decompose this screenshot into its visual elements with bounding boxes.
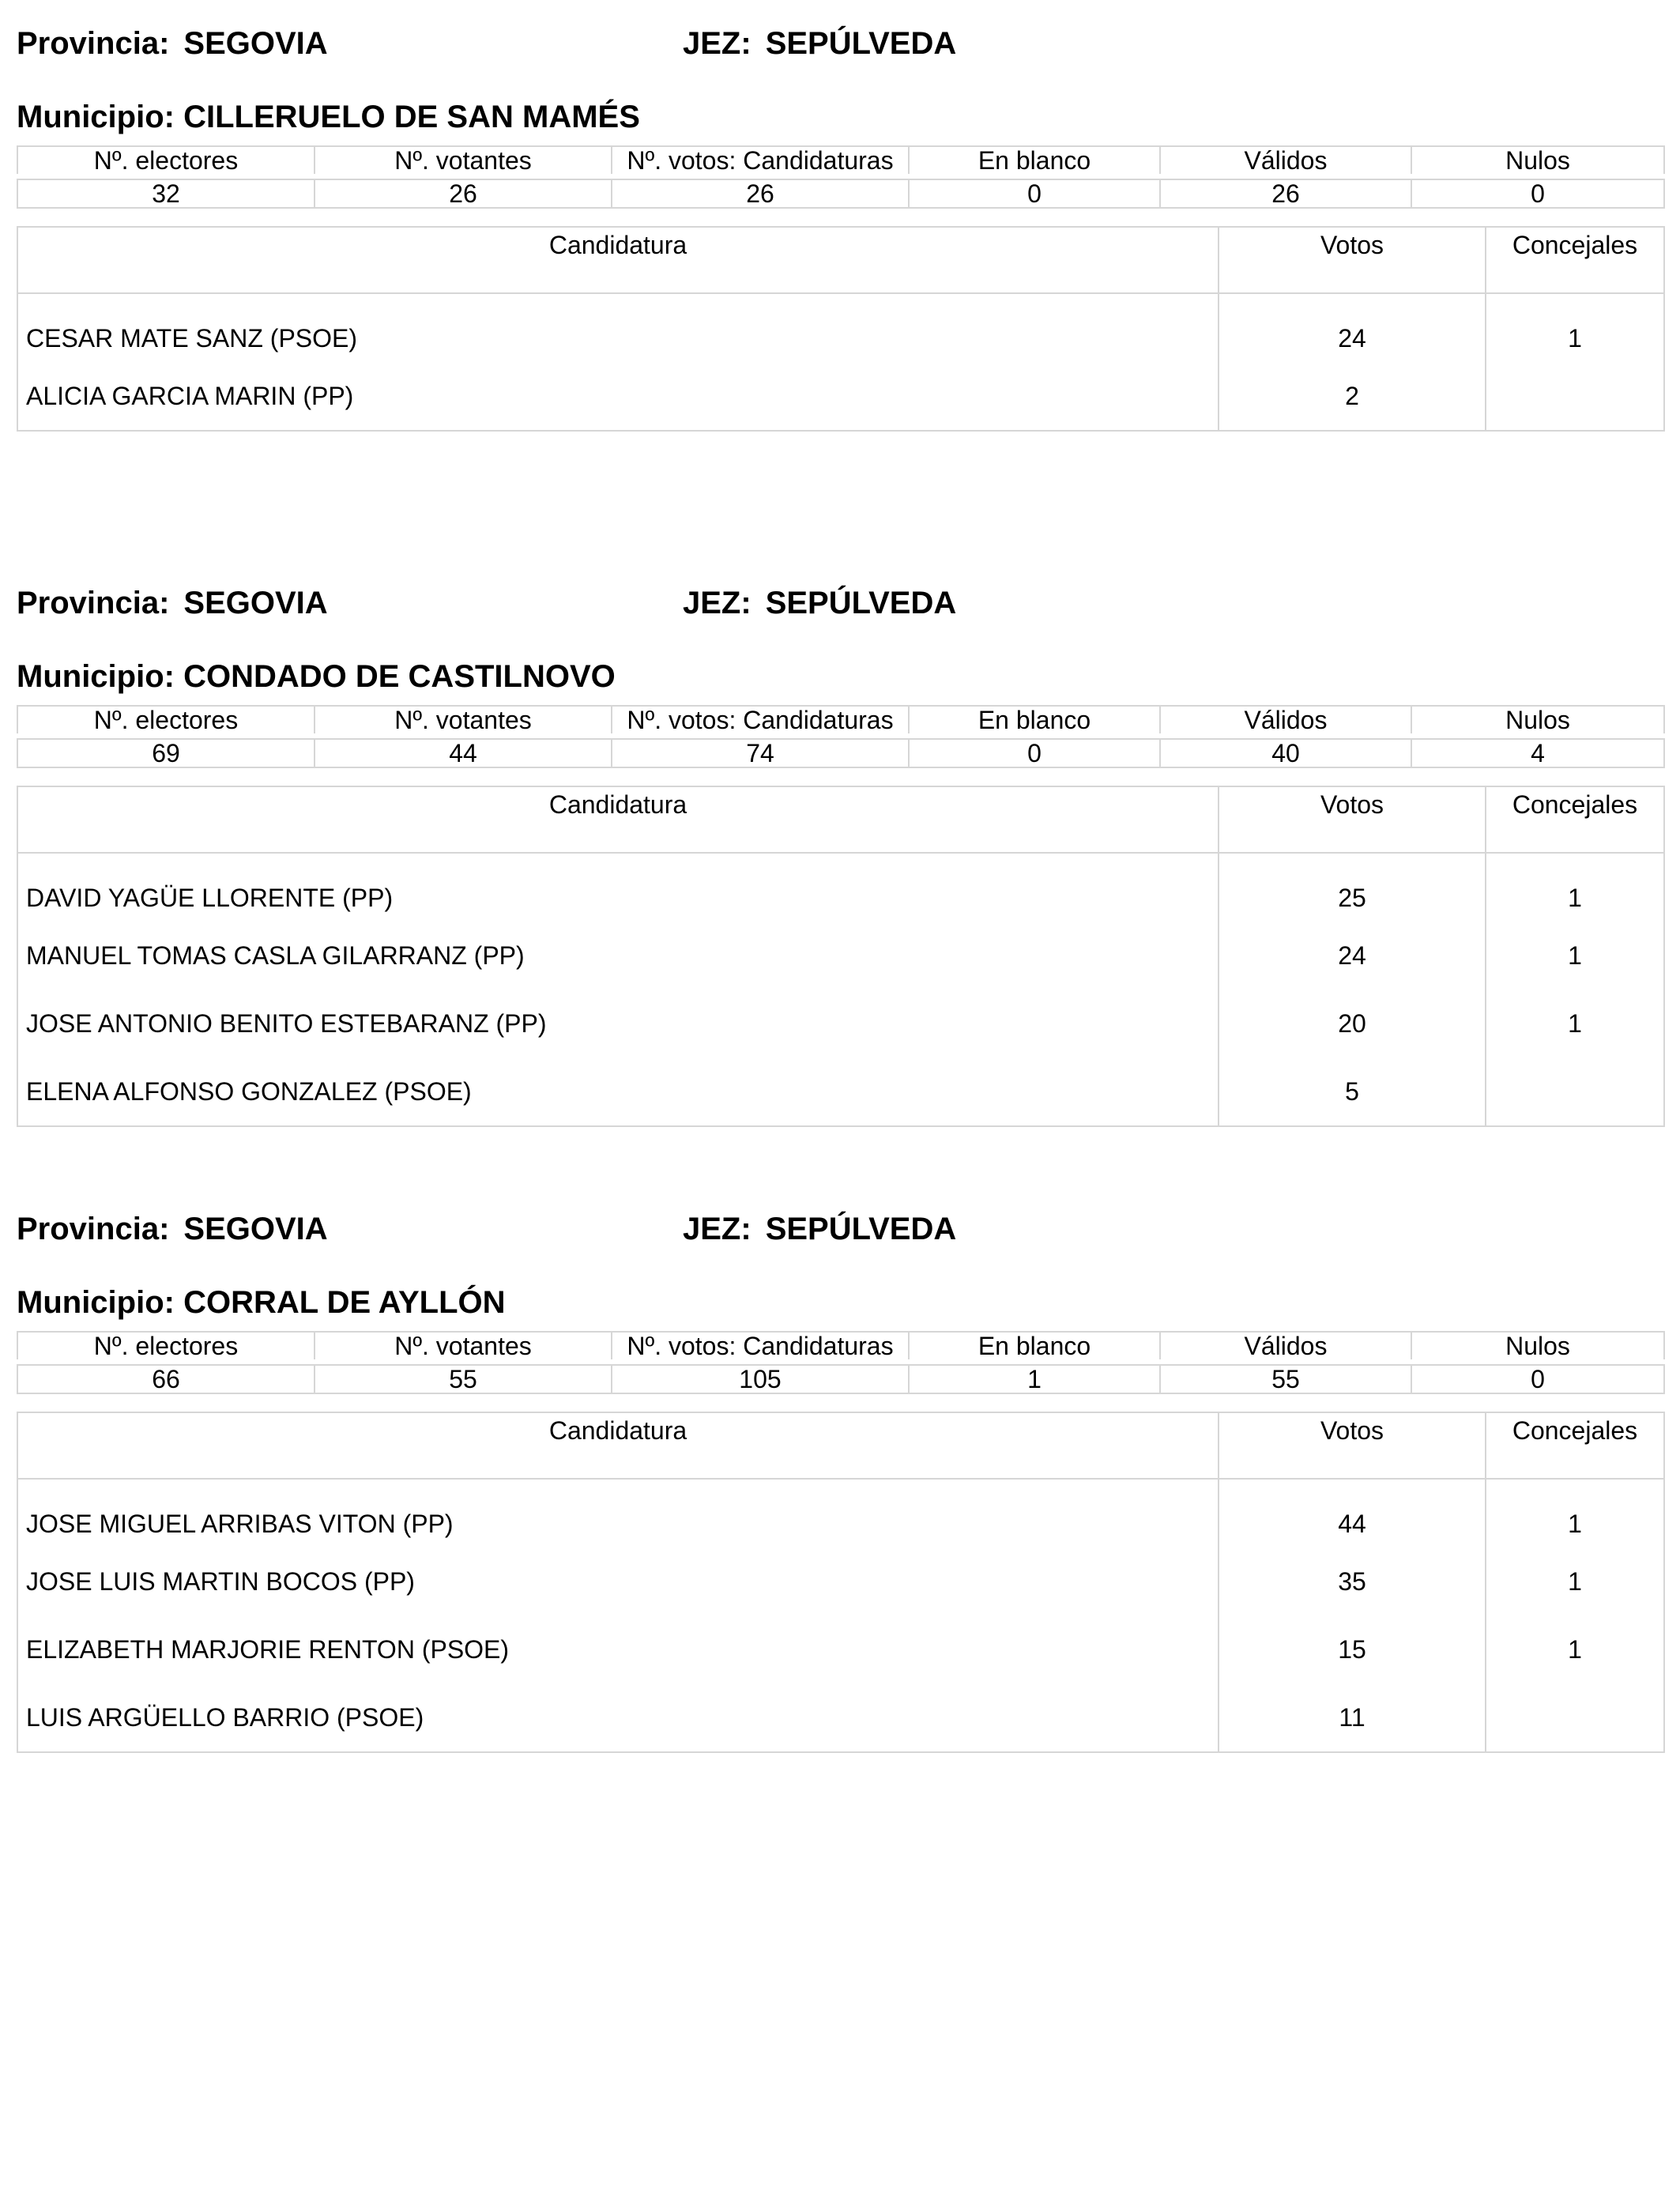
stats-header-row: [17, 1332, 1664, 1359]
jez-header: [683, 25, 956, 62]
candidate-name: JOSE MIGUEL ARRIBAS VITON (PP): [17, 1479, 1219, 1547]
stats-header-en-blanco: En blanco: [909, 706, 1160, 733]
stats-header-votantes: Nº. votantes: [315, 1332, 612, 1359]
candidate-votos: 24: [1219, 293, 1486, 362]
header-concejales: Concejales: [1486, 1412, 1664, 1479]
stats-validos: 26: [1160, 179, 1411, 208]
table-row: [17, 922, 1664, 990]
stats-table: [17, 1331, 1665, 1394]
stats-en-blanco: 1: [909, 1365, 1160, 1393]
candidate-votos: 25: [1219, 853, 1486, 922]
provincia-value: SEGOVIA: [183, 26, 328, 61]
stats-header-en-blanco: En blanco: [909, 1332, 1160, 1359]
candidate-concejales: 1: [1486, 1615, 1664, 1683]
jez-header: [683, 585, 956, 621]
stats-header-nulos: Nulos: [1411, 146, 1664, 174]
stats-value-row: [17, 179, 1664, 208]
provincia-value: SEGOVIA: [183, 1212, 328, 1246]
stats-header-validos: Válidos: [1160, 706, 1411, 733]
stats-value-row: [17, 1365, 1664, 1393]
stats-votos-candidaturas: 105: [612, 1365, 909, 1393]
stats-en-blanco: 0: [909, 179, 1160, 208]
stats-votantes: 26: [315, 179, 612, 208]
table-row: [17, 1683, 1664, 1752]
stats-nulos: 0: [1411, 179, 1664, 208]
candidates-table: [17, 1412, 1665, 1753]
stats-header-votos-candidaturas: Nº. votos: Candidaturas: [612, 146, 909, 174]
jez-value: SEPÚLVEDA: [765, 586, 957, 620]
candidates-table: [17, 226, 1665, 432]
stats-votantes: 44: [315, 739, 612, 767]
candidate-concejales: 1: [1486, 853, 1664, 922]
stats-spacer: [17, 1359, 1664, 1365]
stats-en-blanco: 0: [909, 739, 1160, 767]
stats-header-votos-candidaturas: Nº. votos: Candidaturas: [612, 1332, 909, 1359]
jez-label: JEZ:: [683, 586, 751, 620]
municipio-header: [17, 658, 616, 695]
stats-electores: 66: [17, 1365, 315, 1393]
stats-nulos: 0: [1411, 1365, 1664, 1393]
candidate-votos: 5: [1219, 1057, 1486, 1126]
municipio-header: [17, 99, 640, 135]
municipio-value: CORRAL DE AYLLÓN: [183, 1285, 506, 1320]
stats-header-votos-candidaturas: Nº. votos: Candidaturas: [612, 706, 909, 733]
candidate-votos: 24: [1219, 922, 1486, 990]
table-row: [17, 1479, 1664, 1547]
stats-header-votantes: Nº. votantes: [315, 706, 612, 733]
municipio-label: Municipio:: [17, 1285, 175, 1320]
jez-value: SEPÚLVEDA: [765, 1212, 957, 1246]
provincia-value: SEGOVIA: [183, 586, 328, 620]
stats-electores: 32: [17, 179, 315, 208]
candidate-name: MANUEL TOMAS CASLA GILARRANZ (PP): [17, 922, 1219, 990]
stats-votos-candidaturas: 74: [612, 739, 909, 767]
header-concejales: Concejales: [1486, 786, 1664, 853]
provincia-label: Provincia:: [17, 1212, 170, 1246]
stats-header-electores: Nº. electores: [17, 1332, 315, 1359]
header-votos: Votos: [1219, 227, 1486, 293]
stats-validos: 55: [1160, 1365, 1411, 1393]
candidate-name: CESAR MATE SANZ (PSOE): [17, 293, 1219, 362]
stats-electores: 69: [17, 739, 315, 767]
candidate-votos: 35: [1219, 1547, 1486, 1615]
candidate-concejales: 1: [1486, 1547, 1664, 1615]
header-candidatura: Candidatura: [17, 1412, 1219, 1479]
candidates-table: [17, 786, 1665, 1127]
candidate-name: ELIZABETH MARJORIE RENTON (PSOE): [17, 1615, 1219, 1683]
candidate-concejales: [1486, 362, 1664, 431]
stats-value-row: [17, 739, 1664, 767]
candidates-header-row: [17, 786, 1664, 853]
stats-header-votantes: Nº. votantes: [315, 146, 612, 174]
candidate-concejales: [1486, 1683, 1664, 1752]
provincia-header: [17, 1211, 328, 1247]
stats-votos-candidaturas: 26: [612, 179, 909, 208]
table-row: [17, 853, 1664, 922]
jez-label: JEZ:: [683, 1212, 751, 1246]
municipio-value: CILLERUELO DE SAN MAMÉS: [183, 100, 640, 134]
municipio-header: [17, 1284, 506, 1321]
municipio-label: Municipio:: [17, 100, 175, 134]
stats-header-row: [17, 706, 1664, 733]
table-row: [17, 990, 1664, 1057]
municipio-value: CONDADO DE CASTILNOVO: [183, 659, 616, 694]
stats-table: [17, 705, 1665, 768]
candidate-concejales: 1: [1486, 990, 1664, 1057]
candidates-header-row: [17, 1412, 1664, 1479]
candidate-votos: 11: [1219, 1683, 1486, 1752]
stats-spacer: [17, 174, 1664, 179]
stats-header-nulos: Nulos: [1411, 1332, 1664, 1359]
header-votos: Votos: [1219, 1412, 1486, 1479]
provincia-header: [17, 25, 328, 62]
stats-header-nulos: Nulos: [1411, 706, 1664, 733]
provincia-label: Provincia:: [17, 586, 170, 620]
municipio-label: Municipio:: [17, 659, 175, 694]
stats-validos: 40: [1160, 739, 1411, 767]
candidate-concejales: 1: [1486, 1479, 1664, 1547]
candidate-name: LUIS ARGÜELLO BARRIO (PSOE): [17, 1683, 1219, 1752]
table-row: [17, 362, 1664, 431]
candidate-name: JOSE LUIS MARTIN BOCOS (PP): [17, 1547, 1219, 1615]
candidate-votos: 2: [1219, 362, 1486, 431]
provincia-label: Provincia:: [17, 26, 170, 61]
stats-header-validos: Válidos: [1160, 146, 1411, 174]
stats-header-validos: Válidos: [1160, 1332, 1411, 1359]
stats-votantes: 55: [315, 1365, 612, 1393]
candidate-name: ELENA ALFONSO GONZALEZ (PSOE): [17, 1057, 1219, 1126]
candidate-concejales: 1: [1486, 293, 1664, 362]
candidate-votos: 44: [1219, 1479, 1486, 1547]
table-row: [17, 1547, 1664, 1615]
jez-label: JEZ:: [683, 26, 751, 61]
header-votos: Votos: [1219, 786, 1486, 853]
provincia-header: [17, 585, 328, 621]
header-concejales: Concejales: [1486, 227, 1664, 293]
candidate-name: JOSE ANTONIO BENITO ESTEBARANZ (PP): [17, 990, 1219, 1057]
header-candidatura: Candidatura: [17, 227, 1219, 293]
candidate-name: DAVID YAGÜE LLORENTE (PP): [17, 853, 1219, 922]
stats-header-row: [17, 146, 1664, 174]
stats-table: [17, 145, 1665, 209]
candidates-header-row: [17, 227, 1664, 293]
stats-header-en-blanco: En blanco: [909, 146, 1160, 174]
stats-nulos: 4: [1411, 739, 1664, 767]
table-row: [17, 1615, 1664, 1683]
jez-value: SEPÚLVEDA: [765, 26, 957, 61]
candidate-concejales: 1: [1486, 922, 1664, 990]
table-row: [17, 293, 1664, 362]
table-row: [17, 1057, 1664, 1126]
jez-header: [683, 1211, 956, 1247]
stats-header-electores: Nº. electores: [17, 146, 315, 174]
candidate-votos: 20: [1219, 990, 1486, 1057]
stats-header-electores: Nº. electores: [17, 706, 315, 733]
candidate-name: ALICIA GARCIA MARIN (PP): [17, 362, 1219, 431]
header-candidatura: Candidatura: [17, 786, 1219, 853]
candidate-votos: 15: [1219, 1615, 1486, 1683]
candidate-concejales: [1486, 1057, 1664, 1126]
stats-spacer: [17, 733, 1664, 739]
